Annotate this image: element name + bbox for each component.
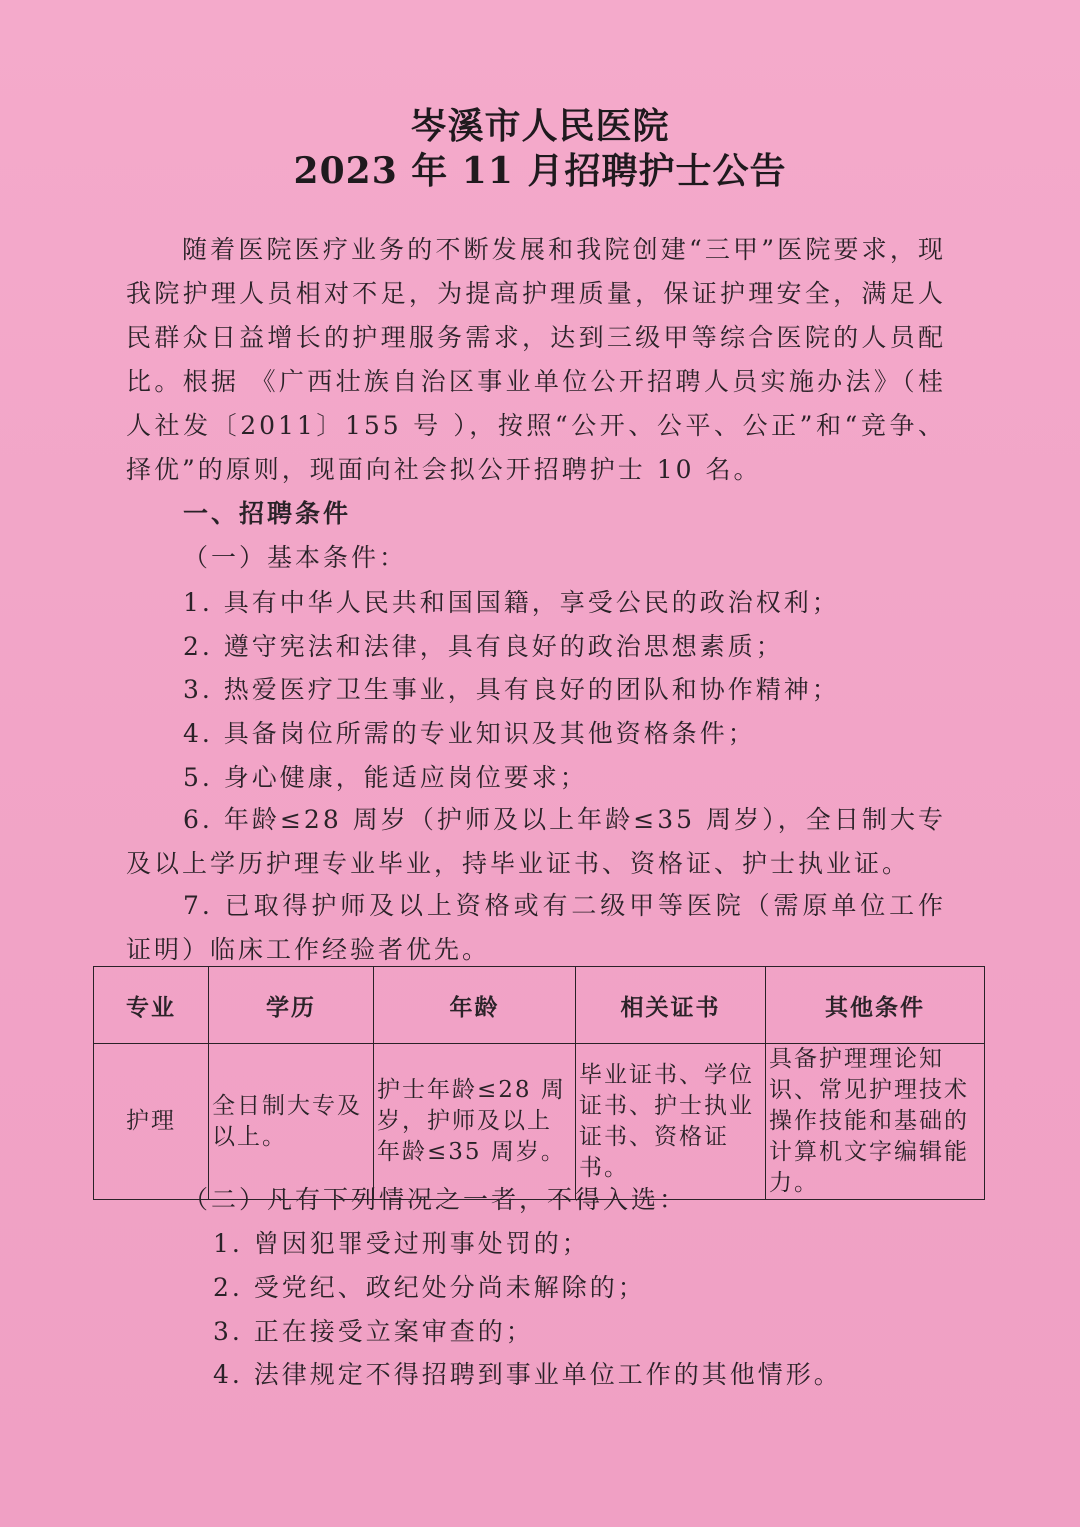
section1-heading: 一、招聘条件 — [183, 499, 352, 528]
condition-item: 3. 热爱医疗卫生事业，具有良好的团队和协作精神； — [183, 675, 840, 704]
condition-item: 4. 具备岗位所需的专业知识及其他资格条件； — [183, 719, 756, 748]
intro-paragraph: 随着医院医疗业务的不断发展和我院创建“三甲”医院要求，现我院护理人员相对不足，为提高护理质量，保证护理安全，满足人民群众日益增长的护理服务需求，达到三级甲等综合医院的人员配比。根据 《广西壮族自治区事业单位公开招聘人员实施办法》（桂人社发〔2011〕155 号 ），按照“公开、公平、公正”和“竞争、择优”的原则，现面向社会拟公开招聘护士 10 名。 — [126, 235, 947, 484]
table-cell: 护士年龄≤28 周岁，护师及以上年龄≤35 周岁。 — [374, 1044, 576, 1200]
exclusion-item: 1. 曾因犯罪受过刑事处罚的； — [213, 1229, 590, 1258]
table-row — [94, 1044, 985, 1200]
table-cell: 全日制大专及以上。 — [209, 1044, 374, 1200]
document-title-line1: 岑溪市人民医院 — [410, 105, 670, 147]
exclusion-item: 2. 受党纪、政纪处分尚未解除的； — [213, 1273, 646, 1302]
condition-item: 1. 具有中华人民共和国国籍，享受公民的政治权利； — [183, 588, 840, 617]
condition-item: 5. 身心健康，能适应岗位要求； — [183, 763, 588, 792]
table-header: 学历 — [209, 967, 374, 1044]
document-title-line2: 2023 年 11 月招聘护士公告 — [293, 150, 787, 192]
table-header: 年龄 — [374, 967, 576, 1044]
requirements-table — [93, 966, 985, 1200]
basic-conditions-heading: （一）基本条件： — [183, 543, 408, 572]
condition-item: 2. 遵守宪法和法律，具有良好的政治思想素质； — [183, 632, 784, 661]
section2-heading: （二）凡有下列情况之一者，不得入选： — [183, 1185, 688, 1214]
condition-item: 6. 年龄≤28 周岁（护师及以上年龄≤35 周岁），全日制大专及以上学历护理专业毕业，持毕业证书、资格证、护士执业证。 — [126, 805, 946, 878]
condition-item: 7. 已取得护师及以上资格或有二级甲等医院（需原单位工作证明）临床工作经验者优先。 — [126, 891, 946, 964]
exclusion-item: 3. 正在接受立案审查的； — [213, 1317, 534, 1346]
table-header: 其他条件 — [766, 967, 985, 1044]
table-cell: 具备护理理论知识、常见护理技术操作技能和基础的计算机文字编辑能力。 — [766, 1044, 985, 1200]
table-cell: 毕业证书、学位证书、护士执业证书、资格证书。 — [576, 1044, 766, 1200]
exclusion-item: 4. 法律规定不得招聘到事业单位工作的其他情形。 — [213, 1360, 842, 1389]
table-header: 相关证书 — [576, 967, 766, 1044]
table-cell: 护理 — [94, 1044, 209, 1200]
table-header: 专业 — [94, 967, 209, 1044]
table-header-row — [94, 967, 985, 1044]
